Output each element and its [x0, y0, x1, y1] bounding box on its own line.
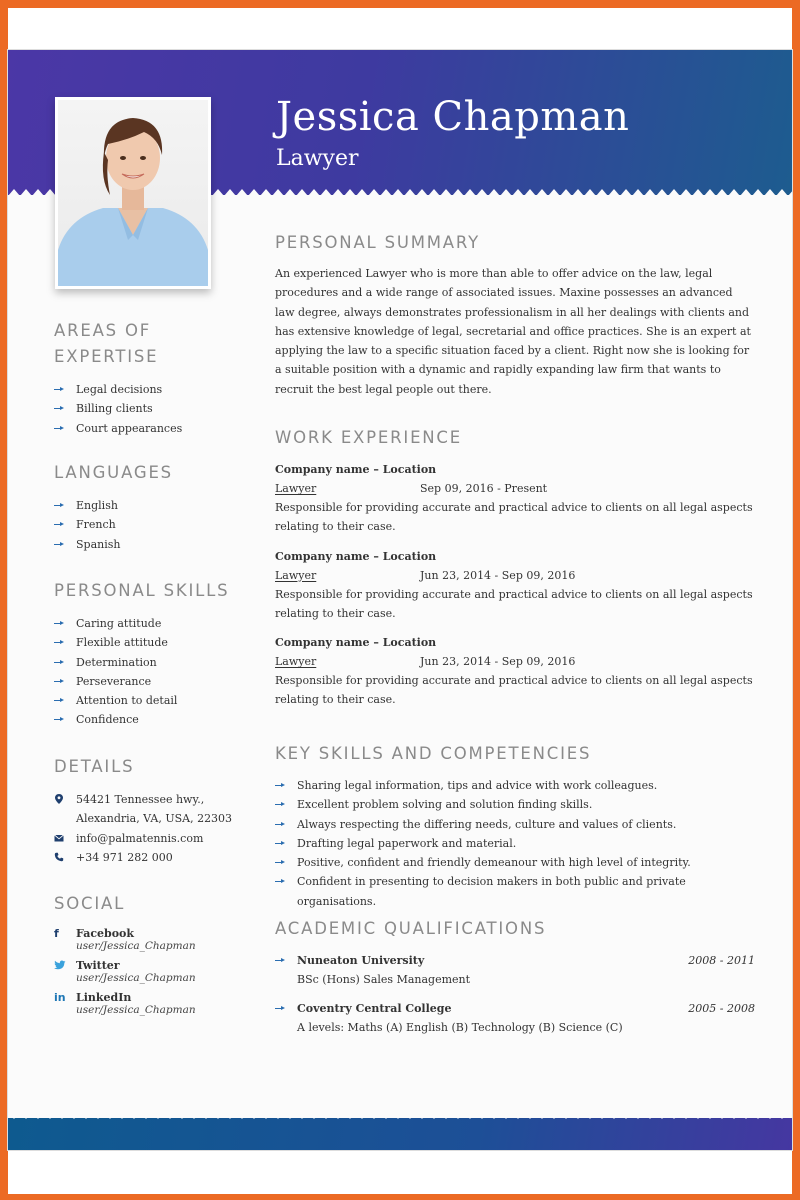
list-item: Spanish: [54, 535, 254, 554]
academic-years: 2005 - 2008: [688, 1002, 755, 1015]
academic-entry: [275, 999, 755, 1037]
list-item: Perseverance: [54, 672, 254, 691]
expertise-list: [54, 380, 254, 438]
personal-skills-title: PERSONAL SKILLS: [54, 581, 230, 600]
social-twitter[interactable]: [54, 959, 254, 985]
details-section: [54, 754, 254, 867]
candidate-role: Lawyer: [276, 146, 359, 171]
facebook-icon: f: [54, 927, 59, 940]
twitter-icon: [54, 960, 66, 972]
list-item: Positive, confident and friendly demeanour with high level of integrity.: [275, 853, 755, 872]
job-position: Lawyer: [275, 568, 317, 582]
email[interactable]: [54, 829, 254, 848]
job-entry: [275, 460, 755, 537]
job-company: Company name – Location: [275, 636, 437, 650]
arrow-icon: [54, 660, 64, 665]
key-skills-title: KEY SKILLS AND COMPETENCIES: [275, 744, 592, 763]
phone-icon: [54, 852, 64, 862]
arrow-icon: [54, 679, 64, 684]
social-title: SOCIAL: [54, 894, 126, 913]
academic-title: ACADEMIC QUALIFICATIONS: [275, 919, 547, 938]
languages-title: LANGUAGES: [54, 463, 173, 482]
location-pin-icon: [54, 794, 64, 804]
personal-skills-list: [54, 614, 254, 730]
languages-list: [54, 496, 254, 554]
academic-school: Nuneaton University: [297, 954, 425, 967]
address-line2: Alexandria, VA, USA, 22303: [76, 812, 233, 826]
profile-photo: [55, 97, 211, 289]
list-item: Court appearances: [54, 419, 254, 438]
arrow-icon: [54, 426, 64, 431]
list-item: Caring attitude: [54, 614, 254, 633]
twitter-bird-glyph: [54, 960, 66, 971]
work-title: WORK EXPERIENCE: [275, 428, 462, 447]
list-item: Legal decisions: [54, 380, 254, 399]
phone-text: +34 971 282 000: [76, 850, 173, 864]
phone: [54, 848, 254, 867]
envelope-icon: [54, 833, 64, 843]
arrow-icon: [54, 406, 64, 411]
job-entry: [275, 633, 755, 710]
social-facebook[interactable]: [54, 927, 254, 953]
social-linkedin[interactable]: [54, 991, 254, 1017]
list-item: English: [54, 496, 254, 515]
job-dates: Jun 23, 2014 - Sep 09, 2016: [420, 655, 576, 669]
list-item: French: [54, 515, 254, 534]
job-position: Lawyer: [275, 482, 317, 495]
social-name: LinkedIn: [76, 991, 132, 1004]
academic-entry: [275, 951, 755, 989]
email-text[interactable]: info@palmatennis.com: [76, 831, 204, 845]
list-item: Drafting legal paperwork and material.: [275, 834, 755, 853]
footer-zigzag-edge: [8, 1112, 792, 1122]
list-item: Sharing legal information, tips and advice with work colleagues.: [275, 776, 755, 795]
social-name: Facebook: [76, 927, 135, 940]
arrow-icon: [275, 860, 285, 865]
linkedin-icon: in: [54, 991, 66, 1004]
job-description: Responsible for providing accurate and practical advice to clients on all legal aspects relating to their case.: [275, 587, 753, 620]
work-section: [275, 425, 755, 720]
expertise-title-line2: EXPERTISE: [54, 347, 159, 366]
job-position: Lawyer: [275, 655, 317, 669]
key-skills-section: [275, 741, 755, 911]
job-company: Company name – Location: [275, 463, 437, 476]
arrow-icon: [275, 783, 285, 788]
job-company: Company name – Location: [275, 549, 437, 563]
academic-degree: BSc (Hons) Sales Management: [297, 973, 471, 986]
social-handle[interactable]: user/Jessica_Chapman: [76, 1004, 196, 1016]
arrow-icon: [275, 879, 285, 884]
key-skills-list: [275, 776, 755, 911]
arrow-icon: [54, 387, 64, 392]
list-item: Determination: [54, 653, 254, 672]
job-dates: Jun 23, 2014 - Sep 09, 2016: [420, 568, 576, 582]
footer-banner: [8, 1118, 792, 1150]
address: [54, 790, 254, 829]
expertise-section: [54, 318, 254, 438]
list-item: Confidence: [54, 710, 254, 729]
summary-text: An experienced Lawyer who is more than able to offer advice on the law, legal procedures and a wide range of associated issues. Maxine possesses an advanced law degree, always demonstrates professionalism in all her dealings with clients and has extensive knowledge of legal, secretarial and office practices. She is an expert at applying the law to a specific situation faced by a client. Right now she is looking for a suitable position with a dynamic and rapidly expanding law firm that wants to recruit the best legal people out there.: [275, 267, 751, 396]
expertise-title-line1: AREAS OF: [54, 321, 152, 340]
arrow-icon: [54, 542, 64, 547]
list-item: Billing clients: [54, 399, 254, 418]
list-item: Always respecting the differing needs, culture and values of clients.: [275, 815, 755, 834]
arrow-icon: [275, 1006, 285, 1011]
arrow-icon: [275, 841, 285, 846]
list-item: Excellent problem solving and solution finding skills.: [275, 795, 755, 814]
list-item: Confident in presenting to decision makers in both public and private organisations.: [275, 872, 755, 911]
academic-section: [275, 916, 755, 1047]
address-line1: 54421 Tennessee hwy.,: [76, 793, 205, 806]
details-title: DETAILS: [54, 757, 135, 776]
resume-sheet: [8, 50, 792, 1150]
candidate-name: Jessica Chapman: [276, 94, 630, 140]
arrow-icon: [54, 621, 64, 626]
arrow-icon: [54, 640, 64, 645]
languages-section: [54, 460, 254, 554]
arrow-icon: [54, 717, 64, 722]
academic-school: Coventry Central College: [297, 1002, 452, 1015]
list-item: Attention to detail: [54, 691, 254, 710]
arrow-icon: [54, 522, 64, 527]
list-item: Flexible attitude: [54, 633, 254, 652]
arrow-icon: [275, 802, 285, 807]
personal-skills-section: [54, 578, 254, 730]
social-name: Twitter: [76, 959, 120, 972]
academic-degree: A levels: Maths (A) English (B) Technology (B) Science (C): [297, 1021, 623, 1034]
social-handle[interactable]: user/Jessica_Chapman: [76, 972, 196, 984]
job-description: Responsible for providing accurate and practical advice to clients on all legal aspects relating to their case.: [275, 674, 753, 707]
job-dates: Sep 09, 2016 - Present: [420, 482, 548, 495]
arrow-icon: [275, 822, 285, 827]
arrow-icon: [54, 698, 64, 703]
summary-title: PERSONAL SUMMARY: [275, 233, 480, 252]
arrow-icon: [275, 958, 285, 963]
portrait-illustration: [58, 100, 208, 286]
academic-years: 2008 - 2011: [688, 954, 755, 967]
summary-section: [275, 230, 755, 399]
social-section: [54, 891, 254, 1023]
arrow-icon: [54, 503, 64, 508]
social-handle[interactable]: user/Jessica_Chapman: [76, 940, 196, 952]
job-entry: [275, 547, 755, 624]
job-description: Responsible for providing accurate and practical advice to clients on all legal aspects relating to their case.: [275, 501, 753, 534]
